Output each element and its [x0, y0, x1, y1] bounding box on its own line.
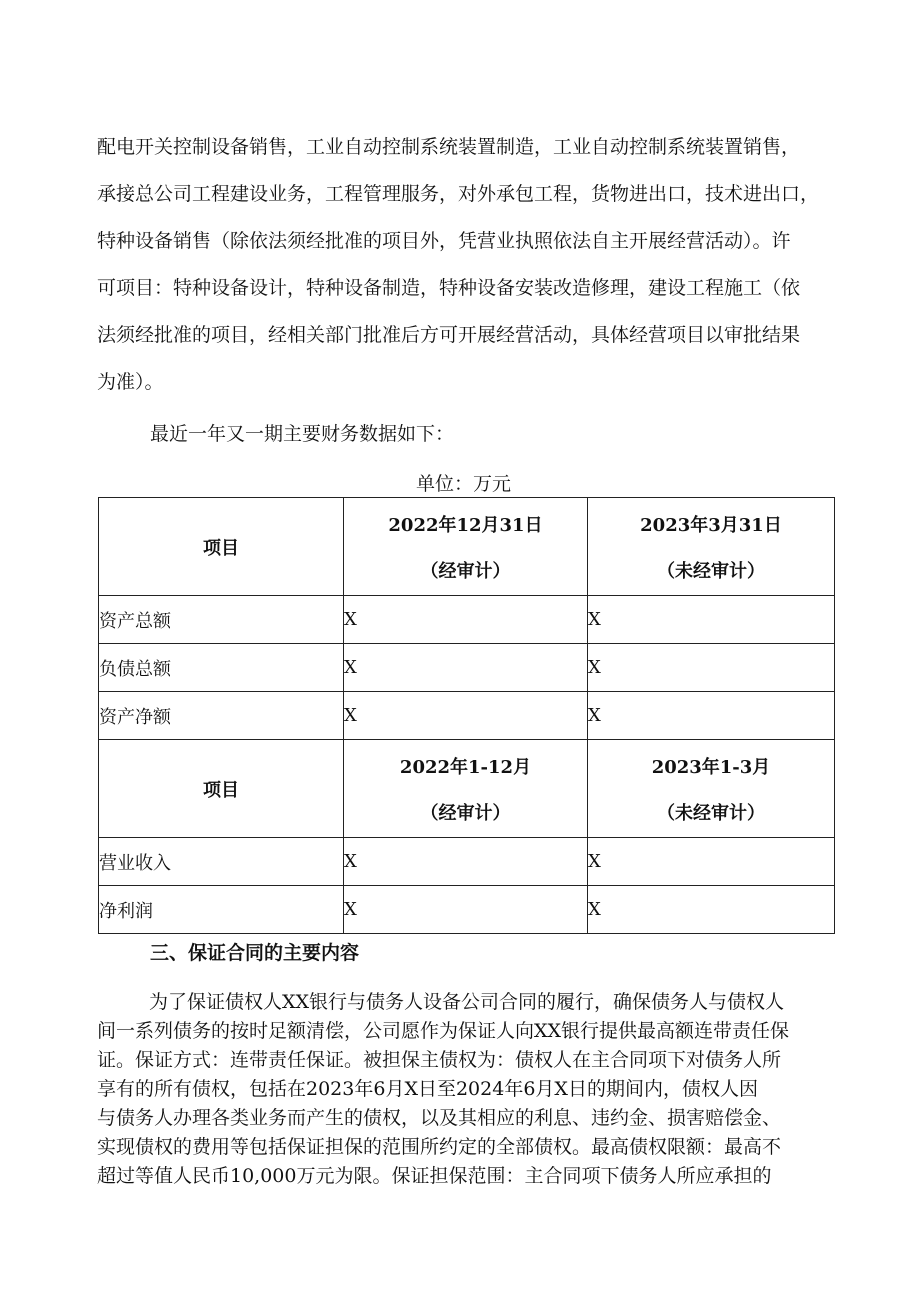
table-row: [99, 692, 835, 740]
text-line: 法须经批准的项目，经相关部门批准后方可开展经营活动，具体经营项目以审批结果: [97, 324, 801, 346]
row-label: 资产总额: [99, 596, 344, 644]
row-value: X: [344, 644, 588, 692]
balance-header-row: [99, 498, 835, 596]
header-item: 项目: [99, 740, 344, 838]
row-label: 营业收入: [99, 838, 344, 886]
business-scope-paragraph: [97, 124, 837, 406]
text-line: 享有的所有债权，包括在2023年6月X日至2024年6月X日的期间内，债权人因: [97, 1078, 758, 1100]
guarantee-contract-paragraph: [97, 988, 842, 1191]
row-value: X: [588, 886, 835, 934]
header-period-1: 2022年1-12月 （经审计）: [344, 740, 588, 838]
row-value: X: [344, 886, 588, 934]
table-row: [99, 838, 835, 886]
header-period-2: 2023年1-3月 （未经审计）: [588, 740, 835, 838]
text-line: 特种设备销售（除依法须经批准的项目外，凭营业执照依法自主开展经营活动）。许: [97, 230, 791, 252]
unit-label: 单位：万元: [416, 473, 512, 495]
row-label: 资产净额: [99, 692, 344, 740]
financial-summary-intro: 最近一年又一期主要财务数据如下：: [150, 423, 455, 445]
text-line: 证。保证方式：连带责任保证。被担保主债权为：债权人在主合同项下对债务人所: [97, 1049, 782, 1071]
text-line: 与债务人办理各类业务而产生的债权，以及其相应的利息、违约金、损害赔偿金、: [97, 1107, 782, 1129]
text-line: 配电开关控制设备销售，工业自动控制系统装置制造，工业自动控制系统装置销售，: [97, 136, 801, 158]
table-row: [99, 886, 835, 934]
row-value: X: [344, 838, 588, 886]
header-period-2: 2023年3月31日 （未经审计）: [588, 498, 835, 596]
header-item: 项目: [99, 498, 344, 596]
financial-table: [98, 497, 835, 934]
row-value: X: [588, 692, 835, 740]
row-value: X: [588, 596, 835, 644]
row-value: X: [344, 692, 588, 740]
row-label: 负债总额: [99, 644, 344, 692]
row-value: X: [344, 596, 588, 644]
text-line: 实现债权的费用等包括保证担保的范围所约定的全部债权。最高债权限额：最高不: [97, 1136, 782, 1158]
section-heading: 三、保证合同的主要内容: [150, 942, 360, 964]
table-row: [99, 644, 835, 692]
text-line: 可项目：特种设备设计，特种设备制造，特种设备安装改造修理，建设工程施工（依: [97, 277, 801, 299]
row-label: 净利润: [99, 886, 344, 934]
row-value: X: [588, 838, 835, 886]
table-row: [99, 596, 835, 644]
row-value: X: [588, 644, 835, 692]
income-header-row: [99, 740, 835, 838]
text-line: 为准）。: [97, 371, 164, 393]
text-line: 承接总公司工程建设业务，工程管理服务，对外承包工程，货物进出口，技术进出口，: [97, 183, 820, 205]
text-line: 间一系列债务的按时足额清偿，公司愿作为保证人向XX银行提供最高额连带责任保: [97, 1020, 790, 1042]
text-line: 为了保证债权人XX银行与债务人设备公司合同的履行，确保债务人与债权人: [149, 991, 785, 1013]
text-line: 超过等值人民币10,000万元为限。保证担保范围：主合同项下债务人所应承担的: [97, 1165, 772, 1187]
header-period-1: 2022年12月31日 （经审计）: [344, 498, 588, 596]
